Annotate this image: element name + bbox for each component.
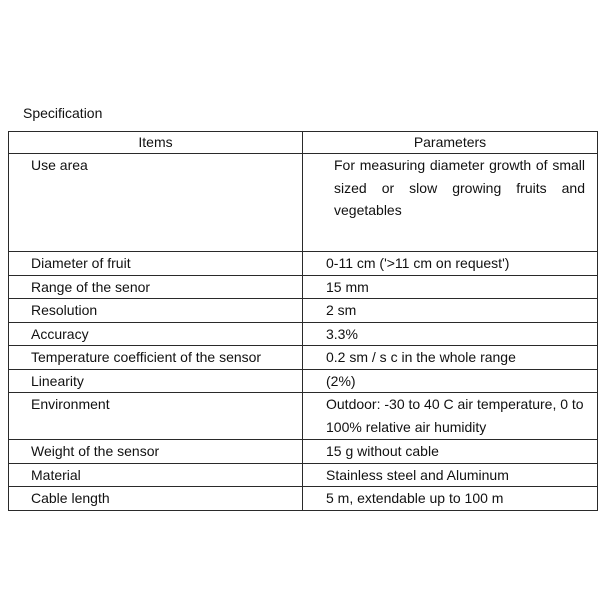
item-cell: Cable length bbox=[9, 487, 303, 511]
parameter-cell: Outdoor: -30 to 40 C air temperature, 0 to 100% relative air humidity bbox=[303, 393, 598, 440]
parameter-cell: 0-11 cm ('>11 cm on request') bbox=[303, 252, 598, 276]
table-row bbox=[9, 252, 598, 276]
item-cell: Temperature coefficient of the sensor bbox=[9, 346, 303, 370]
table-row bbox=[9, 463, 598, 487]
page-title: Specification bbox=[23, 105, 103, 121]
item-cell: Diameter of fruit bbox=[9, 252, 303, 276]
header-items: Items bbox=[9, 132, 303, 154]
parameter-cell: Stainless steel and Aluminum bbox=[303, 463, 598, 487]
parameter-cell: 15 mm bbox=[303, 275, 598, 299]
table-row bbox=[9, 275, 598, 299]
item-cell: Linearity bbox=[9, 369, 303, 393]
table-row bbox=[9, 487, 598, 511]
specification-table bbox=[8, 131, 598, 511]
parameter-cell: 0.2 sm / s c in the whole range bbox=[303, 346, 598, 370]
parameter-cell: (2%) bbox=[303, 369, 598, 393]
table-row bbox=[9, 393, 598, 440]
item-cell: Environment bbox=[9, 393, 303, 440]
item-cell: Weight of the sensor bbox=[9, 440, 303, 464]
item-cell: Material bbox=[9, 463, 303, 487]
table-row bbox=[9, 369, 598, 393]
parameter-cell: 3.3% bbox=[303, 322, 598, 346]
table-row bbox=[9, 322, 598, 346]
header-parameters: Parameters bbox=[303, 132, 598, 154]
item-cell: Use area bbox=[9, 154, 303, 252]
table-row bbox=[9, 440, 598, 464]
parameter-cell: For measuring diameter growth of small sized or slow growing fruits and vegetables bbox=[303, 154, 598, 252]
parameter-cell: 15 g without cable bbox=[303, 440, 598, 464]
table-row bbox=[9, 346, 598, 370]
item-cell: Range of the senor bbox=[9, 275, 303, 299]
item-cell: Resolution bbox=[9, 299, 303, 323]
parameter-cell: 2 sm bbox=[303, 299, 598, 323]
table-header-row bbox=[9, 132, 598, 154]
parameter-cell: 5 m, extendable up to 100 m bbox=[303, 487, 598, 511]
item-cell: Accuracy bbox=[9, 322, 303, 346]
table-row bbox=[9, 154, 598, 252]
table-row bbox=[9, 299, 598, 323]
